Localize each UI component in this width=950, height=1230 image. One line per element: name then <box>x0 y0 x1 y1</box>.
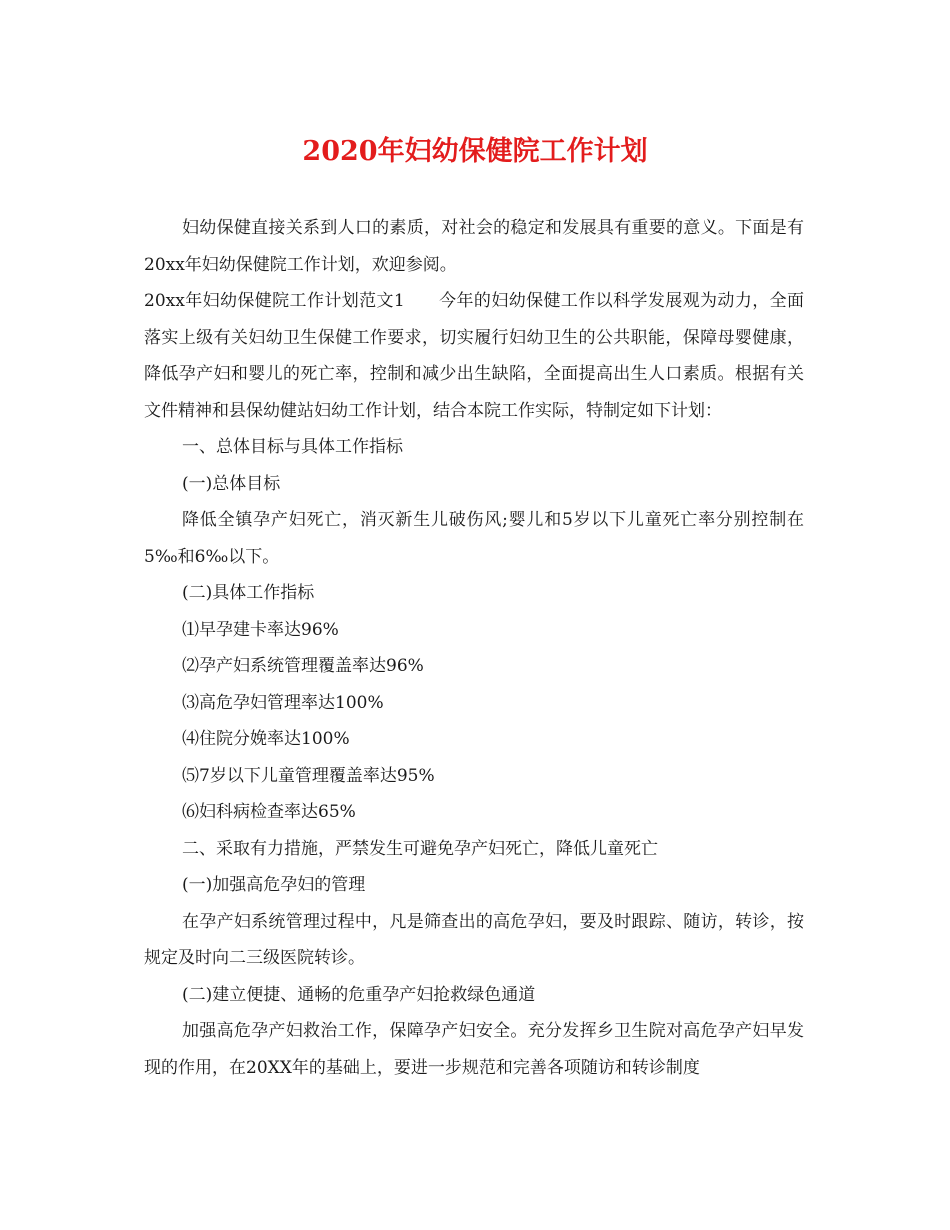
list-item: ⑹妇科病检查率达65% <box>182 802 356 822</box>
subheading-green-channel: (二)建立便捷、通畅的危重孕产妇抢救绿色通道 <box>182 984 536 1005</box>
subheading-high-risk: (一)加强高危孕妇的管理 <box>182 875 366 895</box>
section-intro: 今年的妇幼保健工作以科学发展观为动力，全面落实上级有关妇幼卫生保健工作要求，切实履行妇幼卫生的公共职能，保障母婴健康，降低孕产妇和婴儿的死亡率，控制和减少出生缺陷，全面提高出生人口素质。根据有关文件精神和县保幼健站妇幼工作计划，结合本院工作实际，特制定如下计划： <box>144 291 805 421</box>
section-label: 20xx年妇幼保健院工作计划范文1 <box>144 291 405 311</box>
list-item: ⑷住院分娩率达100% <box>182 729 350 749</box>
paragraph-high-risk: 在孕产妇系统管理过程中，凡是筛查出的高危孕妇，要及时跟踪、随访，转诊，按规定及时向二三级医院转诊。 <box>144 911 804 968</box>
list-item: ⑶高危孕妇管理率达100% <box>182 692 384 713</box>
paragraph-green-channel: 加强高危孕产妇救治工作，保障孕产妇安全。充分发挥乡卫生院对高危孕产妇早发现的作用，在20XX年的基础上，要进一步规范和完善各项随访和转诊制度 <box>144 1021 804 1078</box>
section-paragraph <box>144 283 804 429</box>
intro-paragraph: 妇幼保健直接关系到人口的素质，对社会的稳定和发展具有重要的意义。下面是有20xx年妇幼保健院工作计划，欢迎参阅。 <box>144 218 804 275</box>
document-title: 2020年妇幼保健院工作计划 <box>302 136 648 167</box>
paragraph-goal-text: 降低全镇孕产妇死亡，消灭新生儿破伤风;婴儿和5岁以下儿童死亡率分别控制在5‰和6‰以下。 <box>144 510 804 567</box>
document-body <box>144 210 804 1086</box>
list-item: ⑸7岁以下儿童管理覆盖率达95% <box>182 765 435 786</box>
list-item: ⑴早孕建卡率达96% <box>182 619 339 640</box>
subheading-overall-goal: (一)总体目标 <box>182 473 281 494</box>
subheading-work-indicators: (二)具体工作指标 <box>182 583 315 603</box>
list-item: ⑵孕产妇系统管理覆盖率达96% <box>182 656 424 676</box>
heading-overall-goals: 一、总体目标与具体工作指标 <box>182 437 403 457</box>
heading-measures: 二、采取有力措施，严禁发生可避免孕产妇死亡，降低儿童死亡 <box>182 838 658 859</box>
